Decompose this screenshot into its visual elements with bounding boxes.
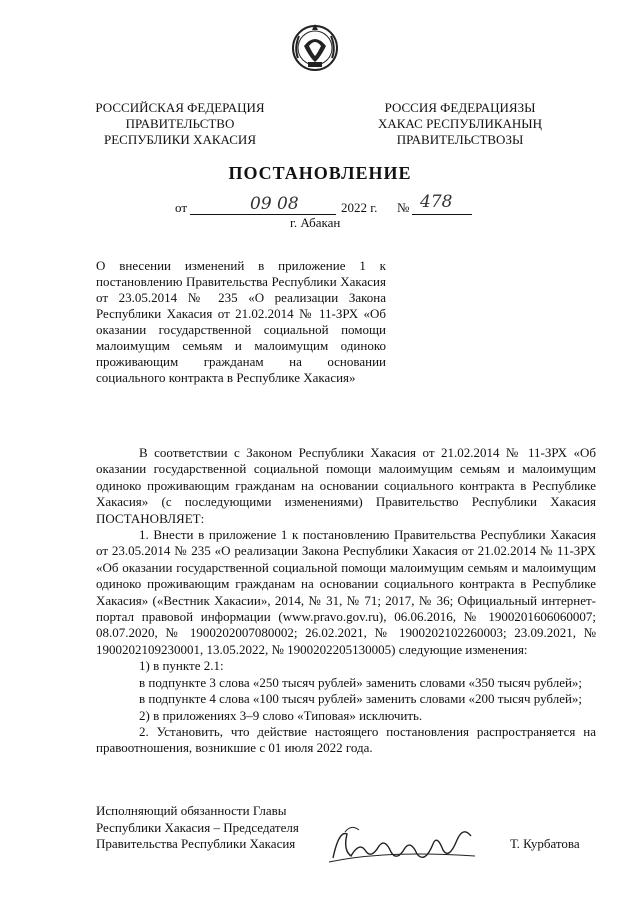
city: г. Абакан — [290, 215, 341, 230]
document-title: ПОСТАНОВЛЕНИЕ — [228, 163, 412, 183]
subject-block — [96, 258, 386, 386]
signature-position — [96, 803, 299, 853]
year: 2022 г. — [341, 200, 378, 215]
header-left-line: ПРАВИТЕЛЬСТВО — [125, 116, 235, 131]
body-paragraph: В соответствии с Законом Республики Хакасия от 21.02.2014 № 11-ЗРХ «Об оказании государственной социальной помощи малоимущим семьям и малоимущим одиноко проживающим гражданам на основании социального контракта в Республике Хакасия» (с последующими изменениями) Правительство Республики Хакасия ПОСТАНОВЛЯЕТ: — [96, 445, 596, 526]
number-underline — [412, 214, 472, 215]
signature-position-line: Республики Хакасия – Председателя — [96, 819, 299, 835]
header-right-line: ХАКАС РЕСПУБЛИКАНЫҢ — [377, 116, 543, 131]
signature-position-line: Правительства Республики Хакасия — [96, 836, 296, 851]
body-paragraph: 2. Установить, что действие настоящего постановления распространяется на правоотношения, возникшие с 01 июля 2022 года. — [96, 723, 596, 756]
body-paragraph: 2) в приложениях 3–9 слово «Типовая» исключить. — [139, 707, 423, 723]
body-text — [96, 445, 596, 757]
header-right-line: РОССИЯ ФЕДЕРАЦИЯЗЫ — [384, 100, 536, 115]
date-handwritten: 09 08 — [250, 194, 299, 214]
body-paragraph: в подпункте 3 слова «250 тысяч рублей» заменить словами «350 тысяч рублей»; — [139, 674, 583, 690]
header-left-line: РОССИЙСКАЯ ФЕДЕРАЦИЯ — [95, 100, 265, 115]
number-handwritten: 478 — [420, 192, 453, 212]
number-label: № — [397, 200, 410, 215]
header-right — [360, 100, 560, 148]
body-paragraph: 1. Внести в приложение 1 к постановлению Правительства Республики Хакасия от 23.05.2014 № 235 «О реализации Закона Республики Хакасия от 21.02.2014 № 11-ЗРХ «Об оказании государственной социальной помощи малоимущим семьям и малоимущим одиноко проживающим гражданам на основании социального контракта в Республике Хакасия» («Вестник Хакасии», 2014, № 31, № 71; 2017, № 36; Официальный интернет-портал правовой информации (www.pravo.gov.ru), 06.06.2016, № 1900201606060007; 08.07.2020, № 1900202007080002; 26.02.2021, № 1900202102260003; 23.09.2021, № 1900202109230001, 13.05.2022, № 1900202205130005) следующие изменения: — [96, 527, 596, 657]
header-right-line: ПРАВИТЕЛЬСТВОЗЫ — [396, 132, 524, 147]
signer-name: Т. Курбатова — [510, 836, 580, 851]
coat-of-arms-emblem — [290, 18, 340, 78]
header-left — [80, 100, 280, 148]
body-paragraph: 1) в пункте 2.1: — [139, 658, 224, 674]
date-prefix: от — [175, 200, 188, 215]
signature-position-line: Исполняющий обязанности Главы — [96, 803, 287, 818]
handwritten-signature — [325, 820, 485, 870]
subject-text: О внесении изменений в приложение 1 к постановлению Правительства Республики Хакасия от 23.05.2014 № 235 «О реализации Закона Республики Хакасия от 21.02.2014 № 11-ЗРХ «Об оказании государственной социальной помощи малоимущим семьям и малоимущим одиноко проживающим гражданам на основании социального контракта в Республике Хакасия» — [96, 258, 386, 385]
body-paragraph: в подпункте 4 слова «100 тысяч рублей» заменить словами «200 тысяч рублей»; — [139, 691, 583, 707]
header-left-line: РЕСПУБЛИКИ ХАКАСИЯ — [103, 132, 256, 147]
